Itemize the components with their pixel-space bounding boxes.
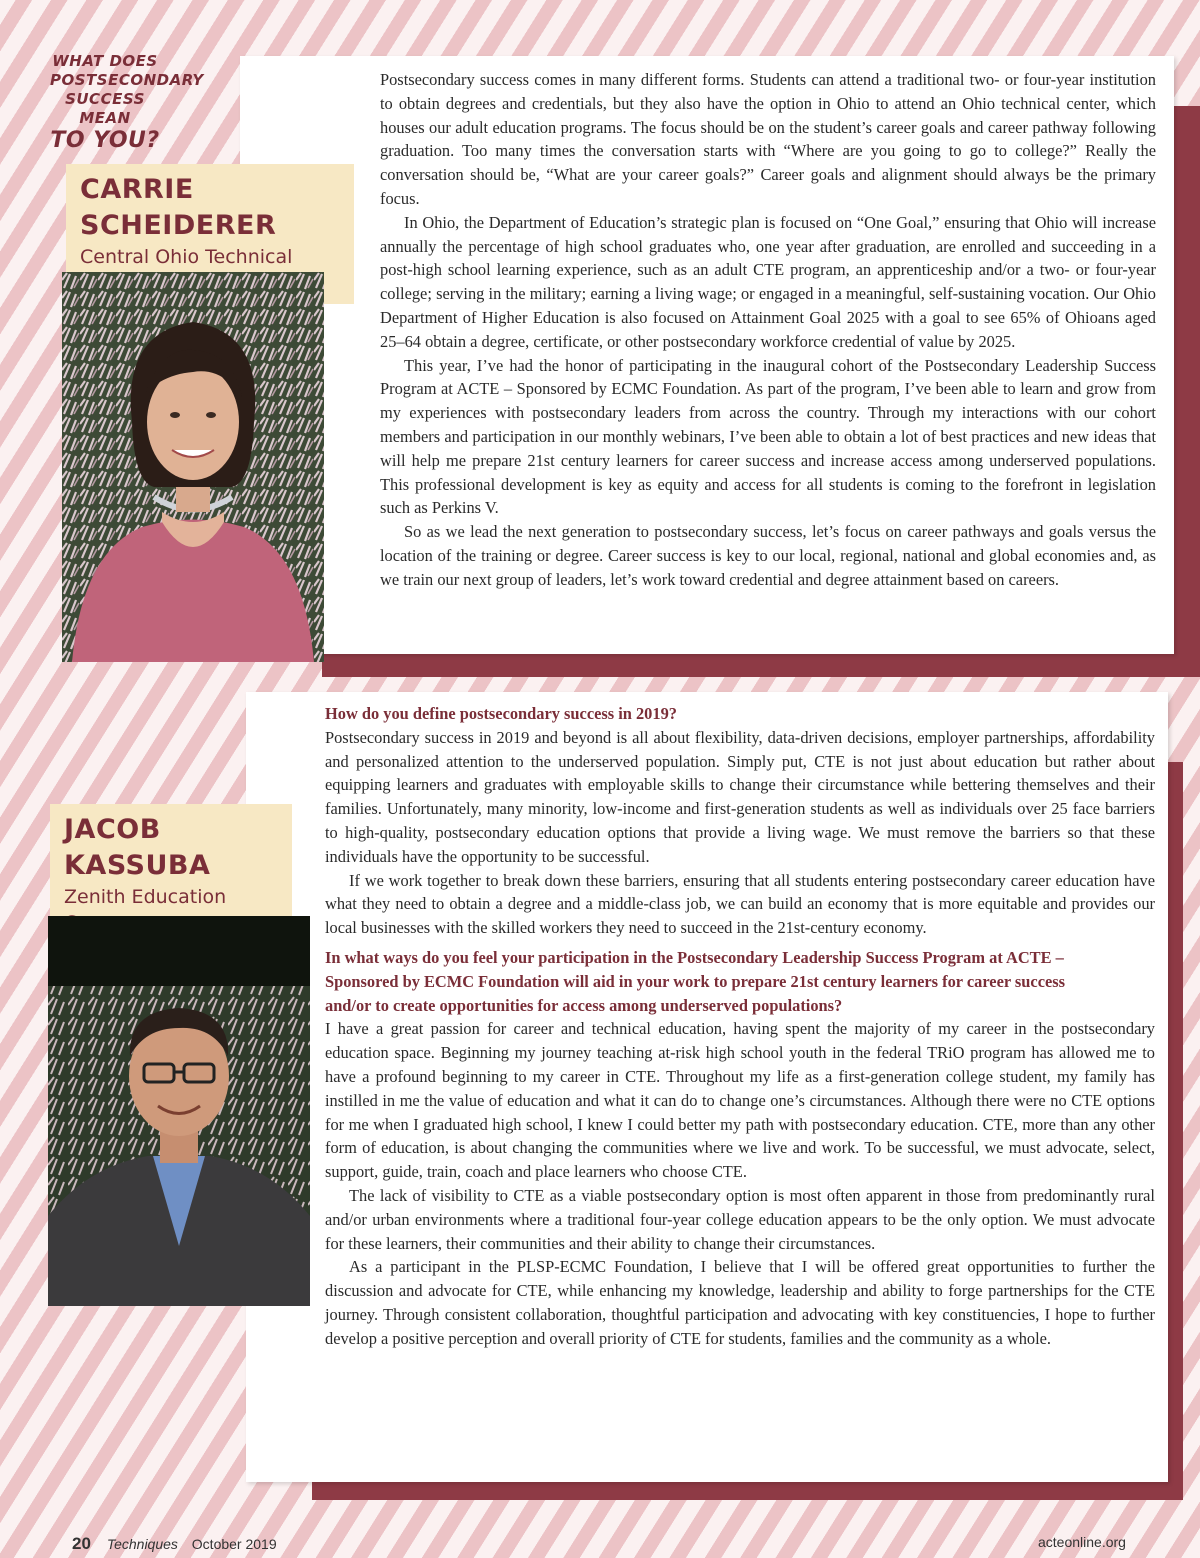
paragraph: So as we lead the next generation to postsecondary success, let’s focus on career pathways and goals versus the location of the training or degree. Career success is key to our local, regional, national and global economies and, as we train our next group of leaders, let’s work toward credential and degree attainment based on careers. xyxy=(380,522,1156,589)
publication-name: Techniques xyxy=(106,1536,178,1552)
section-tag xyxy=(50,52,204,154)
portrait-man-icon xyxy=(48,916,310,1306)
page-number: 20 xyxy=(72,1534,91,1553)
person-name: JACOB KASSUBA xyxy=(64,814,211,881)
profile2-body xyxy=(325,702,1155,1351)
profile1-body xyxy=(380,68,1156,592)
section-tag-line4: TO YOU? xyxy=(50,128,160,153)
site-url[interactable]: acteonline.org xyxy=(1038,1534,1126,1550)
paragraph: Postsecondary success comes in many different forms. Students can attend a traditional two- or four-year institution to obtain degrees and credentials, but they also have the option in Ohio to attend an Ohio technical center, which houses our adult education programs. The focus should be on the student’s career goals and career pathway following graduation. Too many times the conversation starts with “Where are you going to go to college?” Really the conversation should be, “What are your career goals?” Career goals and alignment should always be the primary focus. xyxy=(380,70,1156,208)
paragraph: In Ohio, the Department of Education’s strategic plan is focused on “One Goal,” ensuring that Ohio will increase annually the percentage of high school graduates who, one year after graduation, are enrolled and succeeding in a post-high school learning experience, such as an adult CTE program, an apprenticeship and/or a two- or four-year college; serving in the military; earning a living wage; or engaged in a meaningful, self-sustaining vocation. Our Ohio Department of Higher Education is also focused on Attainment Goal 2025 with a goal to see 65% of Ohioans aged 25–64 obtain a degree, certificate, or other postsecondary workforce credential of value by 2025. xyxy=(380,212,1156,351)
section-tag-line3: SUCCESS MEAN xyxy=(65,90,145,127)
person-org: Central Ohio Technical xyxy=(80,246,293,268)
portrait-woman-icon xyxy=(62,272,324,662)
question-heading: How do you define postsecondary success in 2019? xyxy=(325,704,677,723)
paragraph: As a participant in the PLSP-ECMC Foundation, I believe that I will be offered great opportunities to further the discussion and advocate for CTE, while enhancing my knowledge, leadership and ability to forge partnerships for the CTE journey. Through consistent collaboration, thoughtful participation and advocating with key constituencies, I hope to further develop a positive perception and overall priority of CTE for students, families and the community as a whole. xyxy=(325,1257,1155,1348)
section-tag-line1: WHAT DOES xyxy=(52,52,158,70)
paragraph: This year, I’ve had the honor of participating in the inaugural cohort of the Postsecondary Leadership Success Program at ACTE – Sponsored by ECMC Foundation. As part of the program, I’ve been able to learn and grow from my experiences with postsecondary leaders from across the country. Through my interactions with our cohort members and participation in our monthly webinars, I’ve been able to obtain a lot of best practices and new ideas that will help me prepare 21st century learners for career success and increase access among underserved populations. This professional development is key as equity and access for all students is coming to the forefront in legislation such as Perkins V. xyxy=(380,355,1156,518)
paragraph: Postsecondary success in 2019 and beyond is all about flexibility, data-driven decisions, employer partnerships, affordability and personalized attention to the underserved population. Simply put, CTE is not just about education but rather about equipping learners and graduates with employable skills to change their circumstance while bettering themselves and their families. Unfortunately, many minority, low-income and first-generation students as well as individuals over 25 face barriers to high-quality, postsecondary education options that provide a living wage. We must remove the barriers so that these individuals have the opportunity to be successful. xyxy=(325,727,1155,866)
paragraph: I have a great passion for career and technical education, having spent the majority of my career in the postsecondary education space. Beginning my journey teaching at-risk high school youth in the federal TRiO program has allowed me to have a profound beginning to my career in CTE. Throughout my life as a first-generation college student, my family has instilled in me the value of education and what it can do to change one’s circumstances. Although there were no CTE options for me when I graduated high school, I knew I could better my path with postsecondary education. CTE, more than any other form of education, is about changing the communities where we live and work. To be successful, we must advocate, select, support, guide, train, coach and place learners who choose CTE. xyxy=(325,1019,1155,1182)
question-heading: In what ways do you feel your participation in the Postsecondary Leadership Success Program at ACTE – Sponsored by ECMC Foundation will aid in your work to prepare 21st century learners for career success and/or to create opportunities for access among underserved populations? xyxy=(325,947,1066,1015)
section-tag-line2: POSTSECONDARY xyxy=(50,71,204,89)
paragraph: The lack of visibility to CTE as a viable postsecondary option is most often apparent in those from predominantly rural and/or urban environments where a traditional four-year college education appears to be the only option. We must advocate for these learners, their communities and their ability to change their circumstances. xyxy=(325,1185,1155,1253)
person-org: Zenith Education xyxy=(64,886,227,908)
footer xyxy=(72,1534,277,1554)
paragraph: If we work together to break down these barriers, ensuring that all students entering postsecondary career education have what they need to obtain a degree and a middle-class job, we can build an economy that is more equitable and provides our local businesses with the skilled workers they need to succeed in the 21st-century economy. xyxy=(325,870,1155,938)
person-name: CARRIE SCHEIDERER xyxy=(80,174,277,241)
issue-date: October 2019 xyxy=(191,1536,277,1552)
